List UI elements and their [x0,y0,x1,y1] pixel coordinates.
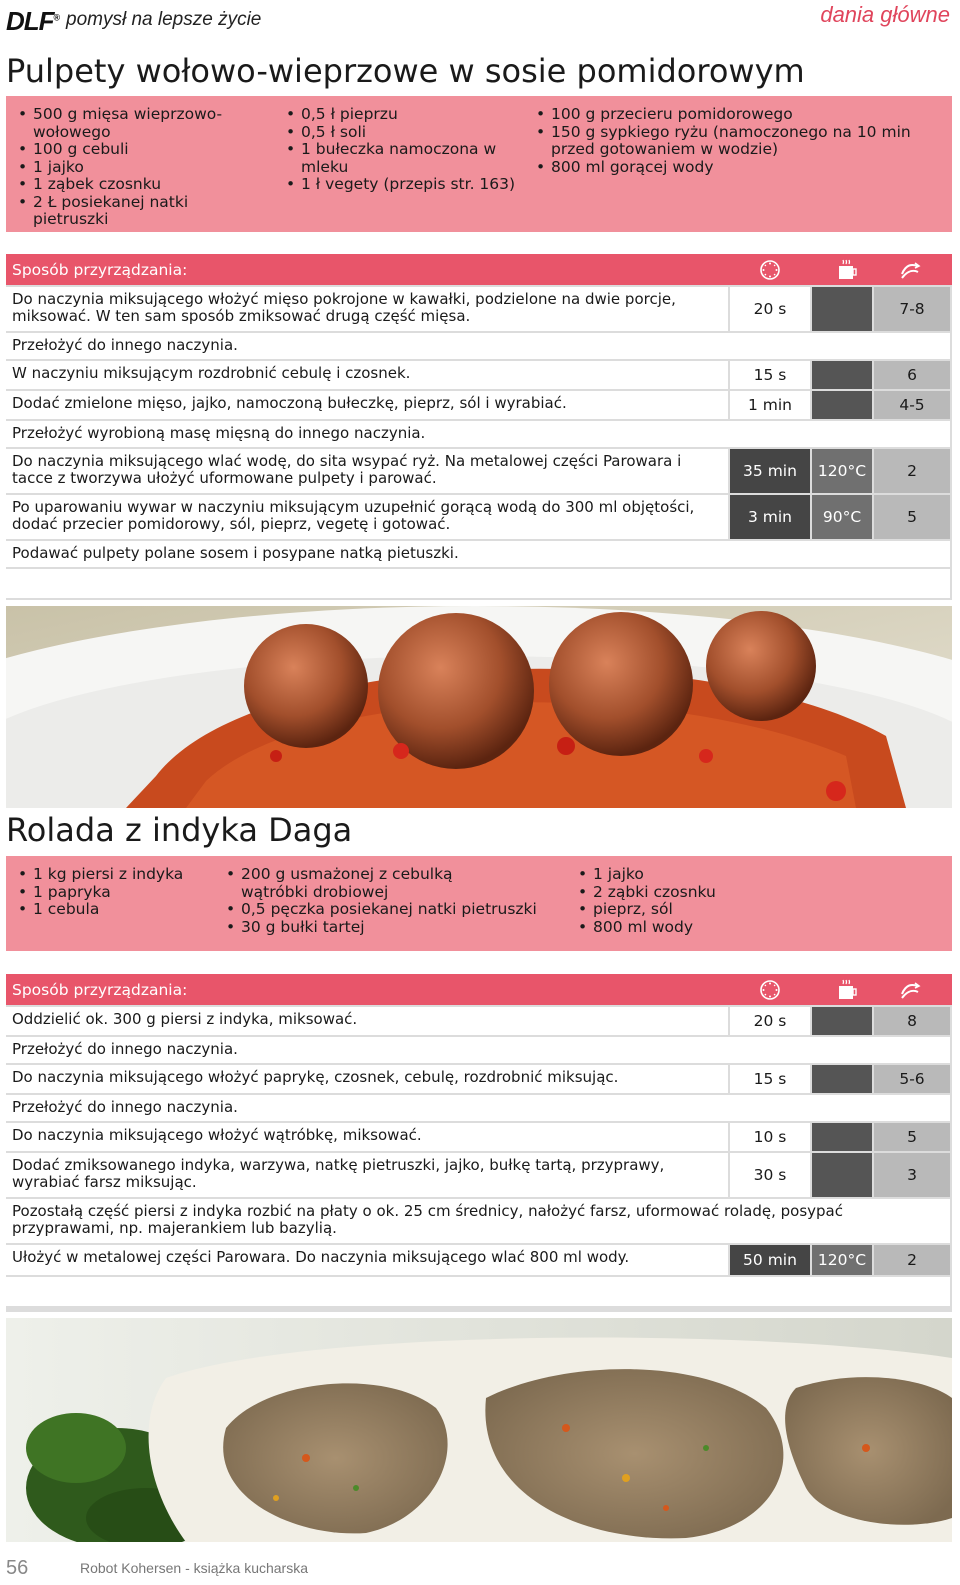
step-row [6,449,952,493]
step-temperature: 120°C [812,1245,872,1275]
step-temperature: 120°C [812,449,872,493]
step-time: 50 min [730,1245,810,1275]
step-speed: 6 [874,361,950,389]
step-row [6,1095,952,1121]
step-time: 3 min [730,495,810,539]
step-temperature [812,1123,872,1151]
step-row [6,495,952,539]
step-text: Przełożyć do innego naczynia. [6,333,950,359]
recipe1-ingredients-col-3 [534,106,934,176]
ingredient: • 800 ml wody [576,919,926,937]
ingredient: • 500 g mięsa wieprzowo-wołowego [16,106,266,141]
brand-tagline: pomysł na lepsze życie [66,9,262,30]
step-row-empty [6,1277,952,1306]
empty-row [6,1277,950,1306]
step-row [6,1199,952,1243]
step-temperature [812,287,872,331]
step-text: Do naczynia miksującego wlać wodę, do sita wsypać ryż. Na metalowej części Parowara i tacce z tworzywa ułożyć uformowane pulpety i parować. [6,449,728,493]
ingredient: • 1 jajko [16,159,266,177]
ingredient: • 150 g sypkiego ryżu (namoczonego na 10 min przed gotowaniem w wodzie) [534,124,934,159]
ingredient: • 1 jajko [576,866,926,884]
recipe2-ingredients-col-2 [224,866,564,936]
recipe1-method [6,254,952,600]
timer-icon [758,258,782,282]
recipe2-method [6,974,952,1312]
steam-temperature-icon [834,978,858,1002]
step-time: 20 s [730,287,810,331]
step-row [6,1037,952,1063]
step-temperature [812,1153,872,1197]
turkey-roulade-photo [6,1318,952,1542]
step-time: 1 min [730,391,810,419]
speed-icon [898,978,922,1002]
ingredient: • 0,5 pęczka posiekanej natki pietruszki [224,901,564,919]
step-time: 35 min [730,449,810,493]
method-label: Sposób przyrządzania: [12,981,188,999]
recipe2-ingredients-col-1 [16,866,221,919]
step-text: Podawać pulpety polane sosem i posypane natką pietuszki. [6,541,950,567]
ingredient: • 30 g bułki tartej [224,919,564,937]
recipe2-title: Rolada z indyka Daga [6,811,353,849]
step-text: Przełożyć wyrobioną masę mięsną do innego naczynia. [6,421,950,447]
step-time: 20 s [730,1007,810,1035]
step-speed: 5 [874,1123,950,1151]
step-speed: 5-6 [874,1065,950,1093]
page-number: 56 [6,1557,29,1579]
ingredient: • 2 ząbki czosnku [576,884,926,902]
step-row [6,1065,952,1093]
step-speed: 5 [874,495,950,539]
recipe2-ingredients-col-3 [576,866,926,936]
ingredient: • 1 ząbek czosnku [16,176,266,194]
step-text: Dodać zmielone mięso, jajko, namoczoną bułeczkę, pieprz, sól i wyrabiać. [6,391,728,419]
step-row [6,361,952,389]
book-title: Robot Kohersen - książka kucharska [80,1560,308,1576]
step-row-empty [6,569,952,598]
section-category: dania główne [820,2,950,27]
ingredient: • 0,5 ł pieprzu [284,106,524,124]
step-temperature: 90°C [812,495,872,539]
recipe1-ingredients-col-2 [284,106,524,194]
empty-row [6,569,950,598]
step-text: Do naczynia miksującego włożyć mięso pokrojone w kawałki, podzielone na dwie porcje, miksować. W ten sam sposób zmiksować drugą część mięsa. [6,287,728,331]
step-row [6,421,952,447]
ingredient: • 1 kg piersi z indyka [16,866,221,884]
steam-temperature-icon [834,258,858,282]
step-text: W naczyniu miksującym rozdrobnić cebulę i czosnek. [6,361,728,389]
step-time: 30 s [730,1153,810,1197]
timer-icon [758,978,782,1002]
step-text: Przełożyć do innego naczynia. [6,1095,950,1121]
step-row [6,1123,952,1151]
method-header [6,254,952,285]
brand-logo: DLF® [6,6,60,36]
step-row [6,1153,952,1197]
roulade-photo-illustration [6,1318,952,1542]
step-temperature [812,1007,872,1035]
speed-icon [898,258,922,282]
recipe1-title: Pulpety wołowo-wieprzowe w sosie pomidorowym [6,52,805,90]
step-row [6,391,952,419]
page-header [0,0,960,40]
step-temperature [812,391,872,419]
step-row [6,1007,952,1035]
step-speed: 8 [874,1007,950,1035]
step-text: Dodać zmiksowanego indyka, warzywa, natkę pietruszki, jajko, bułkę tartą, przyprawy, wyrabiać farsz miksując. [6,1153,728,1197]
step-row [6,541,952,567]
step-speed: 2 [874,1245,950,1275]
step-speed: 4-5 [874,391,950,419]
step-time: 10 s [730,1123,810,1151]
step-text: Pozostałą część piersi z indyka rozbić na płaty o ok. 25 cm średnicy, nałożyć farsz, uformować roladę, posypać przyprawami, np. majerankiem lub bazylią. [6,1199,950,1243]
step-text: Ułożyć w metalowej części Parowara. Do naczynia miksującego wlać 800 ml wody. [6,1245,728,1275]
ingredient: • 100 g przecieru pomidorowego [534,106,934,124]
recipe1-ingredients [6,96,952,232]
step-row [6,333,952,359]
step-text: Do naczynia miksującego włożyć paprykę, czosnek, cebulę, rozdrobnić miksując. [6,1065,728,1093]
ingredient: • 1 bułeczka namoczona w mleku [284,141,524,176]
meatballs-in-tomato-sauce-photo [6,606,952,808]
step-text: Po uparowaniu wywar w naczyniu miksującym uzupełnić gorącą wodą do 300 ml objętości, dodać przecier pomidorowy, sól, pieprz, vegetę i gotować. [6,495,728,539]
step-time: 15 s [730,1065,810,1093]
ingredient: • 1 cebula [16,901,221,919]
step-temperature [812,1065,872,1093]
ingredient: • 1 ł vegety (przepis str. 163) [284,176,524,194]
ingredient: • 0,5 ł soli [284,124,524,142]
step-text: Przełożyć do innego naczynia. [6,1037,950,1063]
step-time: 15 s [730,361,810,389]
step-text: Do naczynia miksującego włożyć wątróbkę, miksować. [6,1123,728,1151]
meatballs-photo-illustration [6,606,952,808]
recipe1-ingredients-col-1 [16,106,266,229]
ingredient: • 1 papryka [16,884,221,902]
ingredient: • 200 g usmażonej z cebulką wątróbki drobiowej [224,866,524,901]
ingredient: • 100 g cebuli [16,141,266,159]
ingredient: • 800 ml gorącej wody [534,159,934,177]
step-speed: 3 [874,1153,950,1197]
step-row [6,287,952,331]
method-label: Sposób przyrządzania: [12,261,188,279]
recipe2-ingredients [6,856,952,951]
method-header [6,974,952,1005]
step-speed: 2 [874,449,950,493]
step-row [6,1245,952,1275]
ingredient: • 2 Ł posiekanej natki pietruszki [16,194,266,229]
step-speed: 7-8 [874,287,950,331]
ingredient: • pieprz, sól [576,901,926,919]
step-text: Oddzielić ok. 300 g piersi z indyka, miksować. [6,1007,728,1035]
step-temperature [812,361,872,389]
